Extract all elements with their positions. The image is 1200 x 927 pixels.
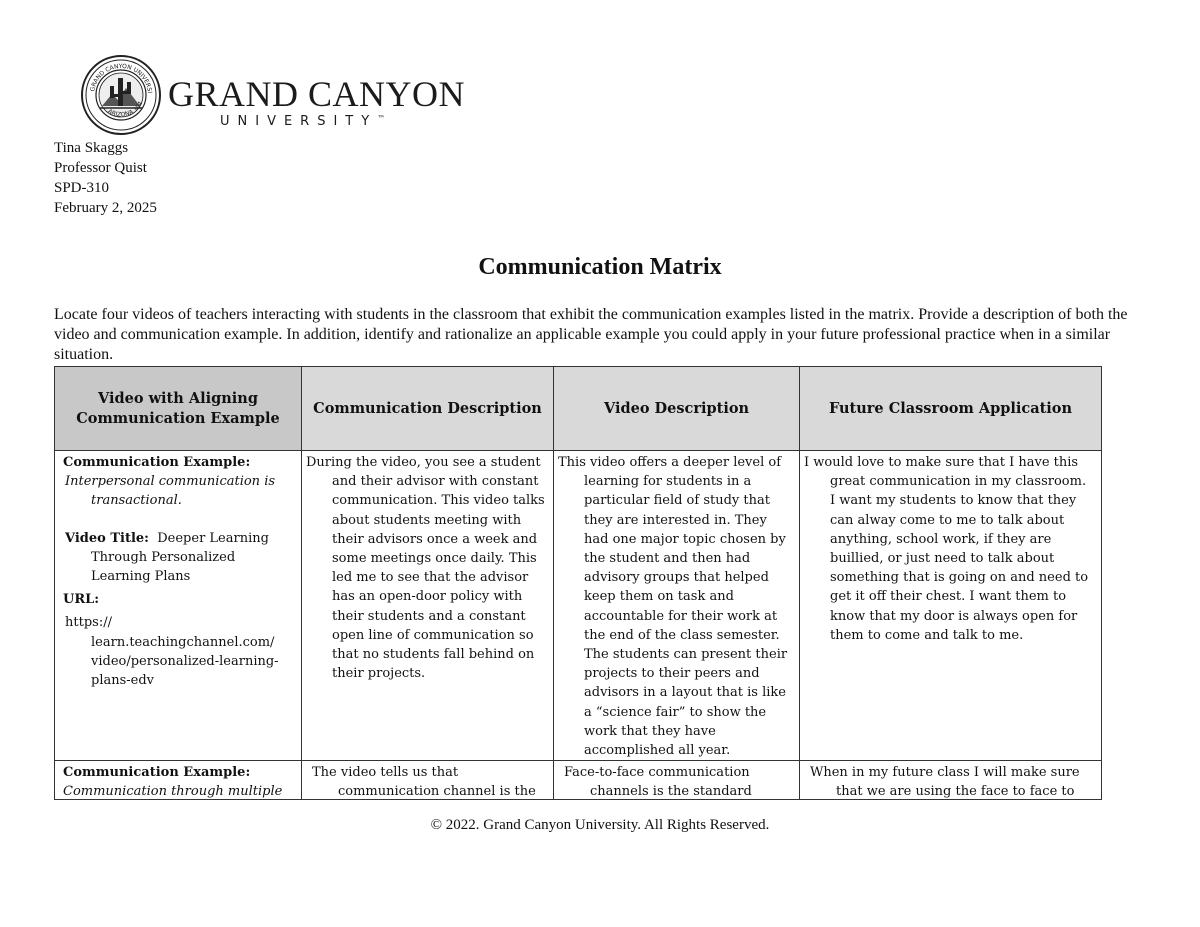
video-example-cell [55, 761, 302, 800]
wordmark-sub [220, 114, 465, 129]
comm-example-text: Interpersonal communication is transactional. [65, 474, 276, 509]
future-application-cell [800, 761, 1102, 800]
column-header: Video Description [554, 367, 800, 451]
document-date: February 2, 2025 [54, 200, 157, 216]
trademark-symbol: ™ [377, 114, 386, 123]
comm-example-text: Communication through multiple [63, 784, 283, 800]
url-label: URL: [63, 592, 100, 608]
university-logo [80, 54, 466, 138]
copyright-footer: © 2022. Grand Canyon University. All Rights Reserved. [430, 817, 770, 833]
table-row [55, 451, 1102, 761]
column-header: Future Classroom Application [800, 367, 1102, 451]
seal-bottom-text: ARIZONA 194 [106, 100, 145, 119]
future-application-cell: I would love to make sure that I have this great communication in my classroom. I want my students to know that they can alway come to me to talk about anything, school work, if they are buillied, or just need to talk about something that is going on and need to get it off their chest. I want them to know that my door is always open for them to come and talk to me. [800, 451, 1102, 761]
comm-description-cell [302, 761, 554, 800]
video-description-cell [554, 761, 800, 800]
course-code: SPD-310 [54, 180, 110, 196]
communication-matrix-table [54, 366, 1102, 800]
video-title-label: Video Title: [65, 530, 149, 546]
assignment-instructions: Locate four videos of teachers interacting with students in the classroom that exhibit the communication examples listed in the matrix. Provide a description of both the video and communication example. In addition, identify and rationalize an applicable example you could apply in your future professional practice when in a similar situation. [54, 306, 1128, 363]
video-title-text: Deeper Learning Through Personalized Learning Plans [91, 530, 269, 585]
video-example-cell [55, 451, 302, 761]
student-name: Tina Skaggs [54, 140, 129, 156]
comm-description-text: The video tells us that communication channel is the [312, 765, 536, 800]
seal-top-text: GRAND CANYON UNIVERSI [89, 62, 153, 94]
column-header: Video with Aligning Communication Example [55, 367, 302, 451]
table-row [55, 761, 1102, 800]
video-url-link[interactable]: https:// learn.teachingchannel.com/ video/personalized-learning-plans-edv [65, 615, 279, 689]
document-header [54, 138, 157, 218]
comm-description-cell: During the video, you see a student and their advisor with constant communication. This video talks about students meeting with their advisors once a week and some meetings once daily. This led me to see that the advisor has an open-door policy with their students and a constant open line of communication so that no students fall behind on their projects. [302, 451, 554, 761]
table-header-row [55, 367, 1102, 451]
wordmark-main: GRAND CANYON [168, 74, 466, 114]
university-seal-icon [80, 54, 162, 136]
university-wordmark [168, 76, 465, 129]
future-application-text: When in my future class I will make sure that we are using the face to face to [810, 765, 1080, 800]
comm-example-label: Communication Example: [63, 455, 251, 470]
comm-example-label: Communication Example: [63, 765, 251, 781]
wordmark-sub-text: UNIVERSITY [220, 114, 378, 129]
page-title: Communication Matrix [478, 254, 722, 280]
video-description-text: Face-to-face communication channels is the standard [564, 765, 752, 800]
column-header: Communication Description [302, 367, 554, 451]
video-title [63, 529, 295, 587]
professor-name: Professor Quist [54, 160, 147, 176]
video-description-cell: This video offers a deeper level of learning for students in a particular field of study that they are interested in. They had one major topic chosen by the student and then had advisory groups that helped keep them on task and accountable for their work at the end of the class semester. The students can present their projects to their peers and advisors in a layout that is like a “science fair” to show the work that they have accomplished all year. [554, 451, 800, 761]
